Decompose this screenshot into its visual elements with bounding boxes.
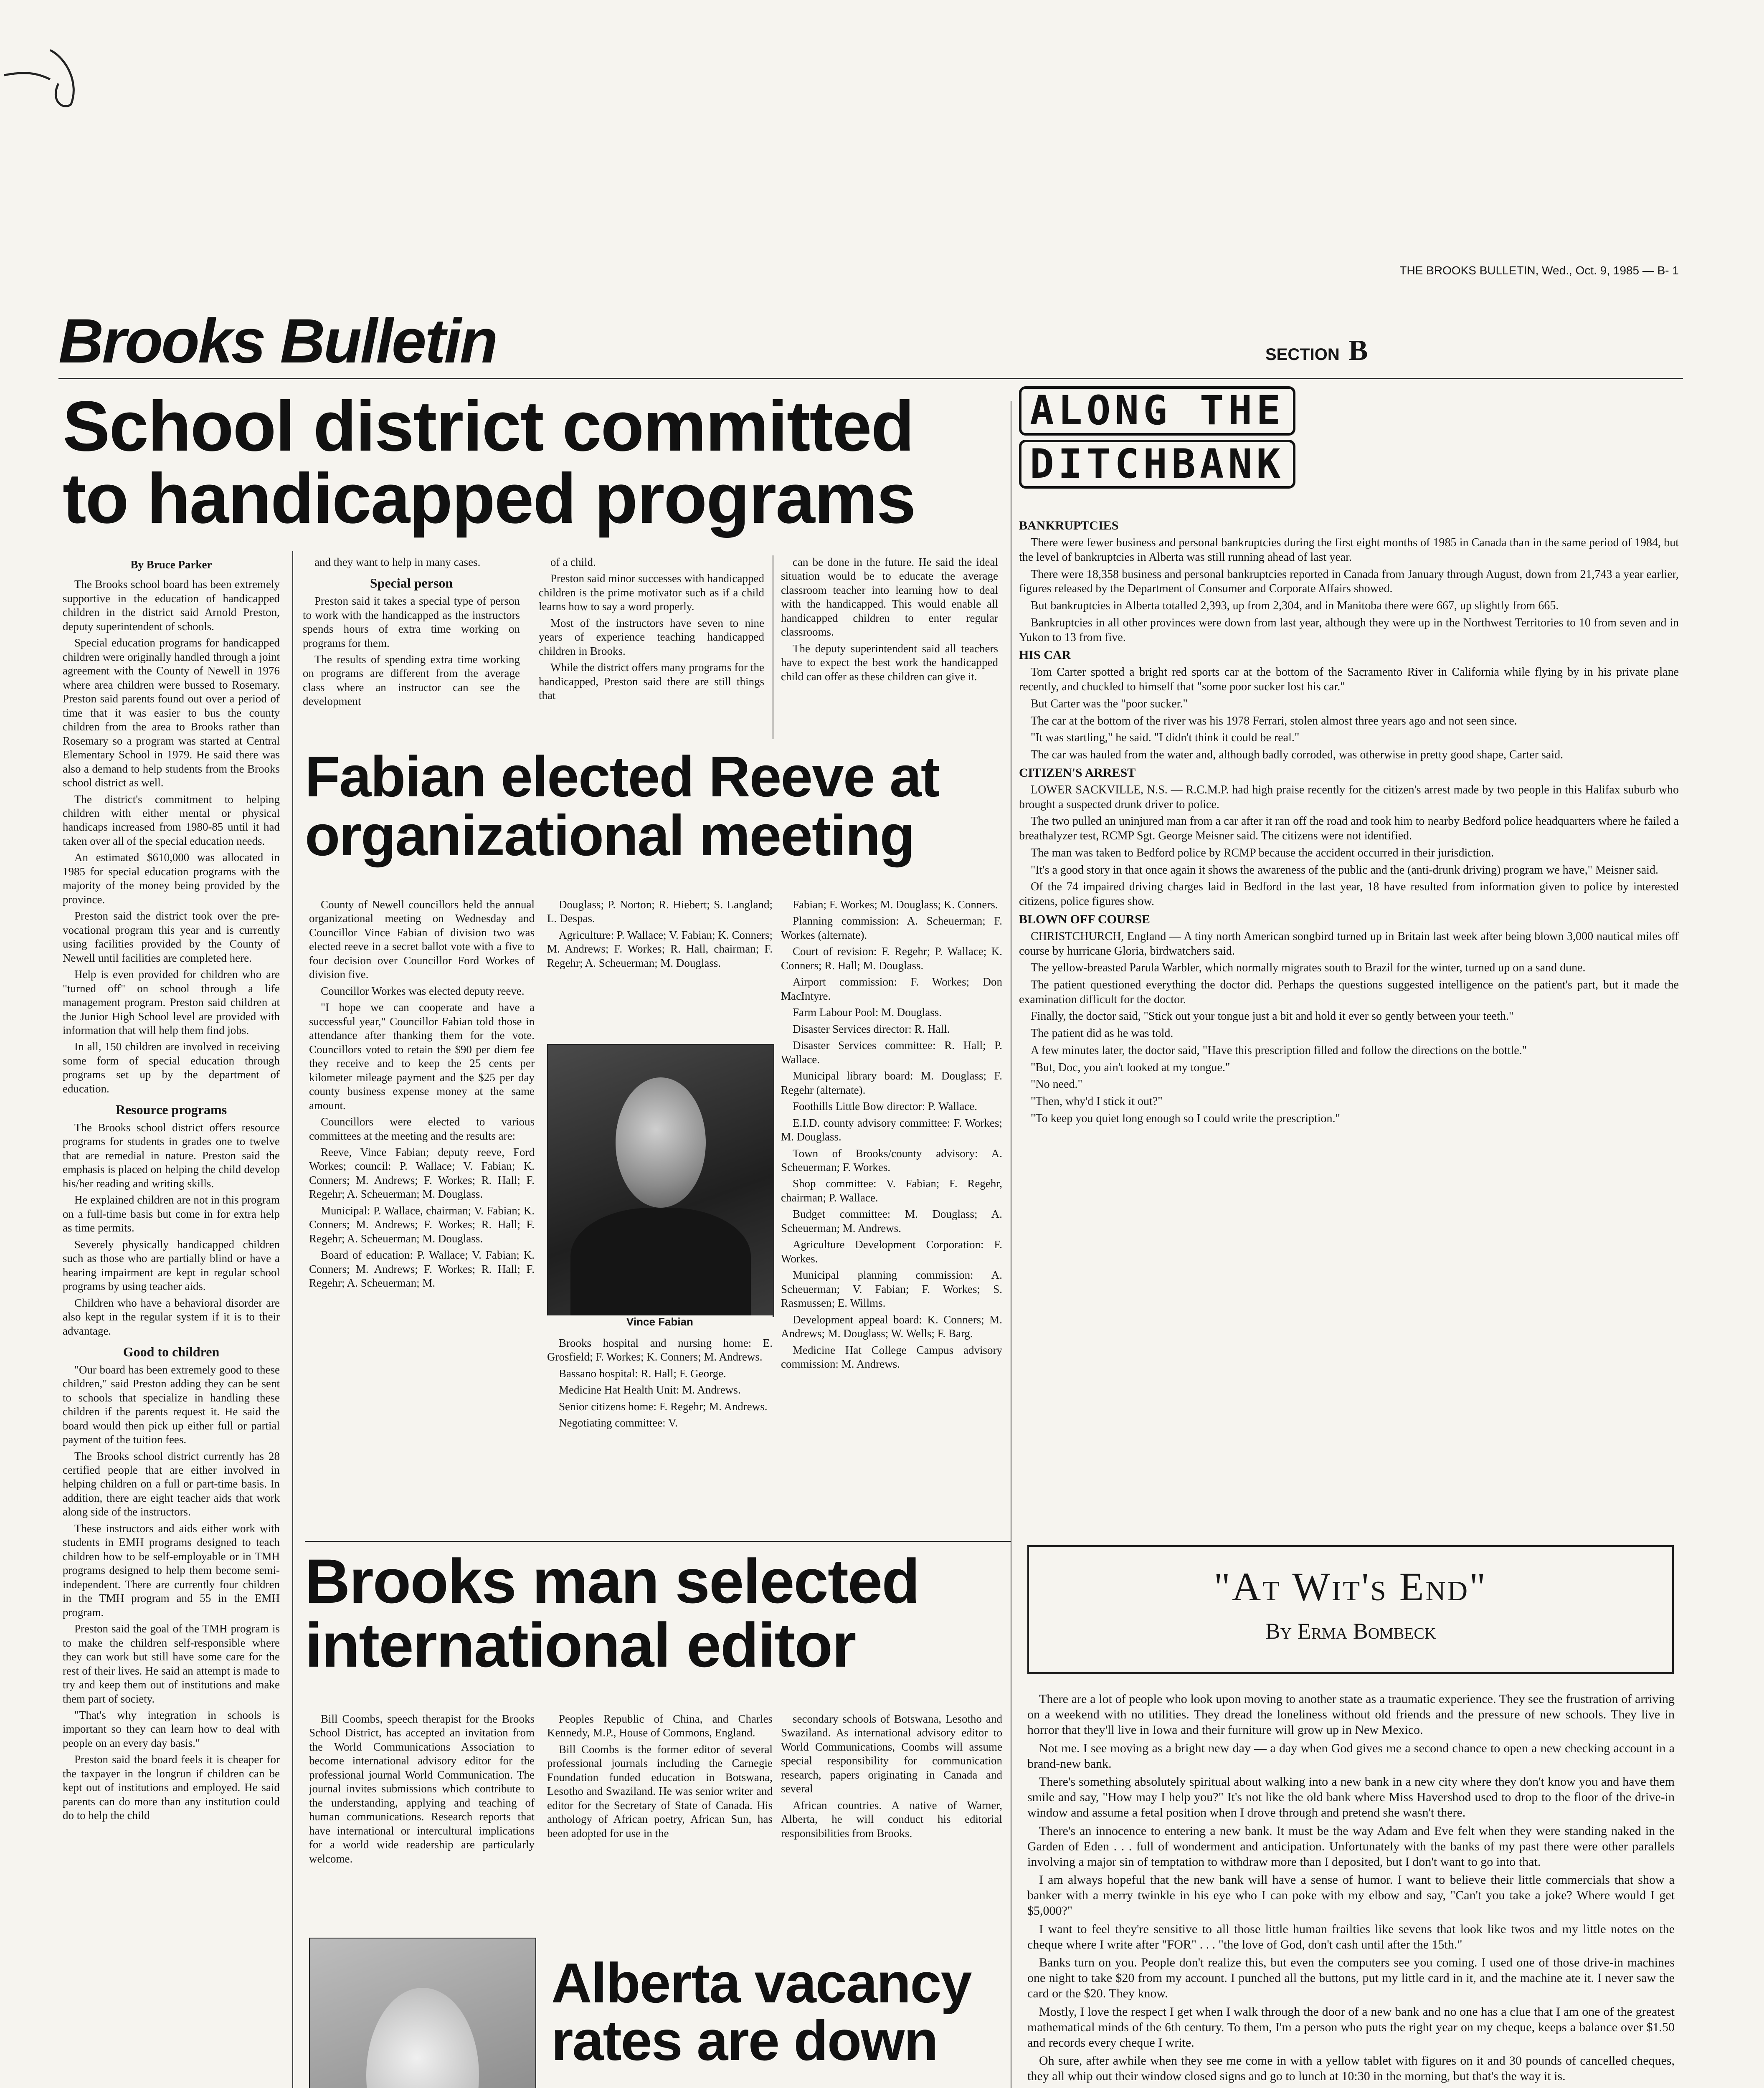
ditchbank-title-line-1: ALONG THE	[1019, 386, 1295, 436]
story1-subhead-good: Good to children	[123, 1344, 220, 1360]
at-wits-end-column	[1027, 1691, 1675, 2088]
story1-paragraph: While the district offers many programs for the handicapped, Preston said there are still things that	[539, 661, 764, 702]
story2-paragraph: Councillor Workes was elected deputy reeve.	[321, 984, 525, 997]
story2-paragraph: County of Newell councillors held the annual organizational meeting on Wednesday and Councillor Vince Fabian of division two was elected reeve in a secret ballot vote with a five to four decision over Councillor Ford Workes of division five.	[309, 898, 535, 981]
ditchbank-paragraph: The patient did as he was told.	[1031, 1027, 1173, 1040]
story1-paragraph: The Brooks school district currently has 28 certified people that are either involved in helping children on a full or part-time basis. In addition, there are eight teacher aids that work along side of the instructors.	[63, 1449, 280, 1518]
column-rule	[292, 551, 293, 2088]
story1-paragraph: The district's commitment to helping children with either mental or physical handicaps increased from 1980-85 until it had taken over all of the special education needs.	[63, 793, 280, 847]
ditchbank-paragraph: The two pulled an uninjured man from a car after it ran off the road and took him to nearby Bedford police headquarters where he failed a breathalyzer test, RCMP Sgt. George Meisner said. The citizens were not identified.	[1019, 815, 1679, 843]
ditchbank-paragraph: There were fewer business and personal bankruptcies during the first eight months of 1985 in Canada than in the same period of 1984, but the level of bankruptcies in Alberta was still running ahead of last year.	[1019, 536, 1679, 564]
story1-paragraph: "Our board has been extremely good to these children," said Preston adding they can be sent to schools that specialize in handling these children if the parents request it. He said the board would then pick up either full or partial payment of the tuition fees.	[63, 1363, 280, 1446]
ditchbank-paragraph: Of the 74 impaired driving charges laid in Bedford in the last year, 18 have resulted from information given to police by interested citizens, police figures show.	[1019, 880, 1679, 908]
story3-paragraph: Bill Coombs is the former editor of several professional journals including the Carnegie Foundation funded education in Botswana, Lesotho and Swaziland. He was senior writer and editor for the Secretary of State of Canada. His anthology of African poetry, African Sun, has been adopted for use in the	[547, 1743, 773, 1840]
story3-column-3	[781, 1712, 1002, 1946]
story2-paragraph: Brooks hospital and nursing home: E. Grosfield; F. Workes; K. Conners; M. Andrews.	[547, 1337, 773, 1363]
story1-paragraph: "That's why integration in schools is important so they can learn how to deal with people on an every day basis."	[63, 1708, 280, 1749]
column-paragraph: There are a lot of people who look upon moving to another state as a traumatic experience. They see the frustration of arriving on a weekend with no utilities. They dread the loneliness without old friends and the pressure of new schools. They live in horror that they'll live in Iowa and their furniture will grow up in New Mexico.	[1027, 1692, 1675, 1737]
story2-paragraph: E.I.D. county advisory committee: F. Workes; M. Douglass.	[781, 1116, 1002, 1143]
story1-paragraph: Help is even provided for children who are "turned off" on school through a life management program. Preston said children at the Junior High School level are provided with information that will help them find jobs.	[63, 968, 280, 1036]
at-wits-end-box	[1027, 1545, 1674, 1674]
story1-paragraph: of a child.	[550, 556, 596, 568]
story2-column-2-bottom	[547, 1336, 773, 1537]
ditchbank-title-line-2: DITCHBANK	[1019, 440, 1295, 489]
story1-paragraph: Preston said the district took over the pre-vocational program this year and is currently using facilities provided by the County of Newell until facilities are completed here.	[63, 910, 280, 964]
story3-paragraph: secondary schools of Botswana, Lesotho and Swaziland. As international advisory editor to World Communications, Coombs will assume special responsibility for communication research, papers originating in Canada and several	[781, 1713, 1002, 1795]
story2-paragraph: Budget committee: M. Douglass; A. Scheuerman; M. Andrews.	[781, 1208, 1002, 1234]
section-letter: B	[1348, 334, 1368, 367]
section-label-text: SECTION	[1265, 345, 1340, 364]
story2-paragraph: Senior citizens home: F. Regehr; M. Andrews.	[559, 1400, 768, 1413]
bill-coombs-photo	[309, 1938, 536, 2088]
story1-paragraph: The deputy superintendent said all teachers have to expect the best work the handicapped child can offer as these children can give it.	[781, 642, 998, 683]
ditchbank-paragraph: But Carter was the "poor sucker."	[1031, 697, 1188, 710]
portrait-suit	[570, 1208, 751, 1316]
story1-column-3	[539, 555, 764, 739]
story2-paragraph: Disaster Services director: R. Hall.	[793, 1022, 950, 1035]
ditchbank-paragraph: Tom Carter spotted a bright red sports car at the bottom of the Sacramento River in California while flying by in his private plane recently, and chuckled to himself that "some poor sucker lost his car."	[1019, 666, 1679, 694]
story2-paragraph: Councillors were elected to various committees at the meeting and the results are:	[309, 1115, 535, 1142]
ditchbank-heading: CITIZEN'S ARREST	[1019, 765, 1136, 780]
column-paragraph: I want to feel they're sensitive to all those little human frailties like sevens that look like twos and my little notes on the cheque where I write after "FOR" . . . "the love of God, don't cash until after the 15th."	[1027, 1922, 1675, 1951]
story1-column-1	[63, 555, 280, 2088]
story1-paragraph: The results of spending extra time working on programs are different from the average class where an instructor can see the development	[303, 653, 520, 708]
ditchbank-paragraph: But bankruptcies in Alberta totalled 2,393, up from 2,304, and in Manitoba there were 667, up slightly from 665.	[1031, 599, 1559, 613]
story2-column-2-top	[547, 898, 773, 1036]
story2-paragraph: Planning commission: A. Scheuerman; F. Workes (alternate).	[781, 915, 1002, 941]
story1-column-4	[781, 555, 998, 739]
ditchbank-paragraph: The car was hauled from the water and, although badly corroded, was otherwise in pretty good shape, Carter said.	[1031, 748, 1564, 761]
story3-paragraph: Peoples Republic of China, and Charles Kennedy, M.P., House of Commons, England.	[547, 1713, 773, 1739]
paper-name: Brooks Bulletin	[58, 306, 497, 376]
column-paragraph: Banks turn on you. People don't realize this, but even the computers see you coming. I used one of those drive-in machines one night to take $20 from my account. I punched all the buttons, put my little card in it, and the machine ate it. I never saw the card or the $20. They know.	[1027, 1956, 1675, 2001]
story2-paragraph: Reeve, Vince Fabian; deputy reeve, Ford Workes; council: P. Wallace; V. Fabian; K. Conners; M. Andrews; F. Workes; R. Hall; F. Regehr; A. Scheuerman; M. Douglass.	[309, 1145, 535, 1201]
story1-subhead-special: Special person	[370, 575, 453, 591]
story1-paragraph: The Brooks school district offers resource programs for students in grades one to twelve that are remedial in nature. Preston said the emphasis is placed on helping the child develop his/her reading and writing skills.	[63, 1121, 280, 1190]
story1-byline: By Bruce Parker	[130, 558, 212, 571]
story1-column-2	[303, 555, 520, 739]
story2-column-3	[781, 898, 1002, 1537]
story1-paragraph: Most of the instructors have seven to nine years of experience teaching handicapped children in Brooks.	[539, 616, 764, 657]
at-wits-end-byline: By Erma Bombeck	[1265, 1619, 1436, 1644]
story2-paragraph: Municipal: P. Wallace, chairman; V. Fabian; K. Conners; M. Andrews; F. Workes; R. Hall; F. Regehr; A. Scheuerman; M. Douglass.	[309, 1204, 535, 1245]
story3-paragraph: Bill Coombs, speech therapist for the Brooks School District, has accepted an invitation from the World Communications Association to become international advisory editor for the professional journal World Communication. The journal invites submissions which contribute to the understanding, applying and teaching of human communications. Research reports that have international or intercultural implications for a world wide readership are particularly welcome.	[309, 1713, 535, 1865]
ditchbank-column	[1019, 518, 1679, 1537]
section-label	[1265, 334, 1368, 367]
story3-column-2	[547, 1712, 773, 1946]
ditchbank-paragraph: "Then, why'd I stick it out?"	[1031, 1095, 1163, 1108]
portrait-face	[366, 1988, 479, 2088]
story2-paragraph: Agriculture: P. Wallace; V. Fabian; K. Conners; M. Andrews; F. Workes; R. Hall, chairman; F. Regehr; A. Scheuerman; M. Douglass.	[547, 928, 773, 969]
ditchbank-paragraph: "It's a good story in that once again it shows the awareness of the public and the (anti-drunk driving) program we have," Meisner said.	[1031, 863, 1658, 877]
at-wits-end-title: "At Wit's End"	[1214, 1564, 1488, 1609]
story2-paragraph: Foothills Little Bow director: P. Wallace.	[793, 1100, 978, 1113]
ditchbank-paragraph: The patient questioned everything the doctor did. Perhaps the questions suggested intelligence on the patient's part, but it made the examination difficult for the doctor.	[1019, 978, 1679, 1006]
story1-paragraph: can be done in the future. He said the ideal situation would be to educate the average classroom teacher into learning how to deal with the handicapped. This would enable all handicapped children to enter regular classrooms.	[781, 556, 998, 639]
story2-paragraph: Airport commission: F. Workes; Don MacIntyre.	[781, 976, 1002, 1002]
story1-paragraph: An estimated $610,000 was allocated in 1985 for special education programs with the majority of the money being provided by the province.	[63, 851, 280, 906]
story1-paragraph: The Brooks school board has been extremely supportive in the education of handicapped children in the district said Arnold Preston, deputy superintendent of schools.	[63, 578, 280, 633]
story2-paragraph: Bassano hospital: R. Hall; F. George.	[559, 1367, 726, 1380]
story1-paragraph: Special education programs for handicapped children were originally handled through a joint agreement with the County of Newell in 1976 where area children were bussed to Rosemary. Preston said parents found out over a period of time that it was easier to bus the county children from the area to Brooks rather than Rosemary so a program was started at Central Elementary School in 1979. He said there was also a demand to help students from the Brooks school district as well.	[63, 636, 280, 789]
vince-fabian-photo	[547, 1044, 774, 1317]
ditchbank-paragraph: A few minutes later, the doctor said, "Have this prescription filled and follow the directions on the bottle."	[1031, 1044, 1527, 1057]
column-paragraph	[1027, 2087, 1675, 2088]
ditchbank-paragraph: There were 18,358 business and personal bankruptcies reported in Canada from January through August, down from 21,743 a year earlier, figures released by the Department of Consumer and Corporate Affairs showed.	[1019, 568, 1679, 595]
ditchbank-paragraph: CHRISTCHURCH, England — A tiny north American songbird turned up in Britain last week after being blown 3,000 nautical miles off course by hurricane Gloria, birdwatchers said.	[1019, 930, 1679, 958]
ditchbank-paragraph: LOWER SACKVILLE, N.S. — R.C.M.P. had high praise recently for the citizen's arrest made by two people in this Halifax suburb who brought a suspected drunk driver to police.	[1019, 783, 1679, 811]
story2-paragraph: Municipal library board: M. Douglass; F. Regehr (alternate).	[781, 1069, 1002, 1096]
story1-headline: School district committed to handicapped programs	[63, 387, 915, 539]
ditchbank-paragraph: Bankruptcies in all other provinces were down from last year, although they were up in the Northwest Territories to 10 from seven and in Yukon to 13 from five.	[1019, 616, 1679, 644]
story1-paragraph: In all, 150 children are involved in receiving some form of special education through programs set up by the department of education.	[63, 1040, 280, 1095]
story2-paragraph: Court of revision: F. Regehr; P. Wallace; K. Conners; R. Hall; M. Douglass.	[781, 945, 1002, 972]
story2-paragraph: Agriculture Development Corporation: F. Workes.	[781, 1238, 1002, 1265]
story4-headline: Alberta vacancy rates are down	[551, 1951, 971, 2072]
story1-paragraph: Preston said the board feels it is cheaper for the taxpayer in the longrun if children can be kept out of institutions and employed. He said parents can do more than any institution could do to help the child	[63, 1753, 280, 1822]
story2-column-1	[309, 898, 535, 1537]
column-paragraph: Not me. I see moving as a bright new day — a day when God gives me a second chance to open a new checking account in a brand-new bank.	[1027, 1741, 1675, 1771]
ditchbank-title	[1019, 386, 1687, 489]
story1-paragraph: and they want to help in many cases.	[314, 556, 481, 568]
story2-paragraph: Medicine Hat Health Unit: M. Andrews.	[559, 1384, 741, 1396]
story2-paragraph: Negotiating committee: V.	[559, 1416, 678, 1429]
story2-paragraph: Farm Labour Pool: M. Douglass.	[793, 1006, 942, 1019]
ditchbank-paragraph: "To keep you quiet long enough so I could write the prescription."	[1031, 1112, 1340, 1125]
ditchbank-heading: BANKRUPTCIES	[1019, 519, 1119, 532]
ditchbank-heading: BLOWN OFF COURSE	[1019, 912, 1150, 926]
story-separator	[305, 1541, 1011, 1542]
ditchbank-paragraph: Finally, the doctor said, "Stick out your tongue just a bit and hold it ever so gently between your teeth."	[1031, 1010, 1514, 1023]
story2-paragraph: Municipal planning commission: A. Scheuerman; V. Fabian; F. Workes; S. Rasmussen; E. Willms.	[781, 1269, 1002, 1310]
story2-paragraph: Town of Brooks/county advisory: A. Scheuerman; F. Workes.	[781, 1147, 1002, 1173]
ditchbank-paragraph: The man was taken to Bedford police by RCMP because the accident occurred in their jurisdiction.	[1031, 846, 1494, 859]
story1-paragraph: Preston said minor successes with handicapped children is the prime motivator such as if a child learns how to say a word properly.	[539, 572, 764, 613]
story2-paragraph: Douglass; P. Norton; R. Hiebert; S. Langland; L. Despas.	[547, 898, 773, 925]
ditchbank-paragraph: "But, Doc, you ain't looked at my tongue."	[1031, 1061, 1230, 1074]
story3-column-1	[309, 1712, 535, 1929]
ditchbank-paragraph: "No need."	[1031, 1078, 1082, 1091]
story3-paragraph: African countries. A native of Warner, Alberta, he will conduct his editorial responsibilities from Brooks.	[781, 1799, 1002, 1840]
vince-fabian-caption: Vince Fabian	[547, 1315, 773, 1328]
column-paragraph: There's an innocence to entering a new bank. It must be the way Adam and Eve felt when they were standing naked in the Garden of Eden . . . full of wonderment and anticipation. Unfortunately with the banks of my past there were other parallels involving a major sin of temptation to withdraw more than I deposited, but I don't want to go into that.	[1027, 1824, 1675, 1869]
story1-paragraph: Preston said it takes a special type of person to work with the handicapped as the instructors spends hours of extra time working on programs for them.	[303, 595, 520, 649]
ditchbank-paragraph: The car at the bottom of the river was his 1978 Ferrari, stolen almost three years ago and not seen since.	[1031, 714, 1517, 727]
story1-paragraph: These instructors and aids either work with students in EMH programs designed to teach children how to be self-employable or in TMH programs designed to help them become semi-independent. There are currently four children in the TMH program and 55 in the EMH program.	[63, 1522, 280, 1619]
story1-paragraph: Severely physically handicapped children such as those who are partially blind or have a hearing impairment are kept in regular school programs by using teacher aids.	[63, 1238, 280, 1293]
story3-headline: Brooks man selected international editor	[305, 1546, 919, 1680]
portrait-face	[616, 1077, 706, 1208]
story2-paragraph: Disaster Services committee: R. Hall; P. Wallace.	[781, 1039, 1002, 1066]
story2-headline: Fabian elected Reeve at organizational meeting	[305, 745, 939, 868]
page-header-line: THE BROOKS BULLETIN, Wed., Oct. 9, 1985 — B- 1	[1399, 264, 1679, 277]
story1-subhead-resource: Resource programs	[115, 1102, 227, 1117]
story2-paragraph: "I hope we can cooperate and have a successful year," Councillor Fabian told those in attendance after thanking them for the vote. Councillors voted to retain the $90 per diem fee they receive and to keep the 25 cents per kilometer mileage payment and the $25 per day county business expense money at the same amount.	[309, 1001, 535, 1112]
margin-scribble	[0, 33, 109, 117]
story1-paragraph: He explained children are not in this program on a full-time basis but come in for extra help as time permits.	[63, 1194, 280, 1234]
story2-paragraph: Fabian; F. Workes; M. Douglass; K. Conners.	[793, 898, 998, 911]
ditchbank-heading: HIS CAR	[1019, 648, 1071, 662]
story2-paragraph: Development appeal board: K. Conners; M. Andrews; M. Douglass; W. Wells; F. Barg.	[781, 1313, 1002, 1340]
column-paragraph: There's something absolutely spiritual about walking into a new bank in a new city where they don't know you and have them smile and say, "How may I help you?" It's not like the old bank where Miss Havershod used to drop to the floor of the drive-in window and assume a fetal position when I drove through and pretend she wasn't there.	[1027, 1774, 1675, 1820]
story2-paragraph: Medicine Hat College Campus advisory commission: M. Andrews.	[781, 1343, 1002, 1371]
column-paragraph: Oh sure, after awhile when they see me come in with a yellow tablet with figures on it and 30 pounds of cancelled cheques, they all whip out their window closed signs and go to lunch at 10:30 in the morning, but that's the way it is.	[1027, 2054, 1675, 2083]
column-paragraph: Mostly, I love the respect I get when I walk through the door of a new bank and no one has a clue that I am one of the greatest mathematical minds of the 6th century. To them, I'm a person who puts the right year on my cheque, keeps a balance over $1.50 and records every cheque I write.	[1027, 2004, 1675, 2050]
story1-paragraph: Preston said the goal of the TMH program is to make the children self-responsible where they can work but still have some care for the rest of their lives. He said an attempt is made to try and keep them out of institutions and make them part of society.	[63, 1622, 280, 1705]
column-paragraph: I am always hopeful that the new bank will have a sense of humor. I want to believe their little commercials that show a banker with a merry twinkle in his eye who I can poke with my elbow and say, "Can't you take a joke? Where would I get $5,000?"	[1027, 1873, 1675, 1918]
masthead-rule	[58, 378, 1683, 379]
story1-paragraph: Children who have a behavioral disorder are also kept in the regular system if it is to their advantage.	[63, 1296, 280, 1337]
ditchbank-paragraph: The yellow-breasted Parula Warbler, which normally migrates south to Brazil for the winter, turned up on a sand dune.	[1031, 961, 1586, 975]
story2-paragraph: Board of education: P. Wallace; V. Fabian; K. Conners; M. Andrews; F. Workes; R. Hall; F. Regehr; A. Scheuerman; M.	[309, 1249, 535, 1290]
story2-paragraph: Shop committee: V. Fabian; F. Regehr, chairman; P. Wallace.	[781, 1177, 1002, 1204]
ditchbank-paragraph: "It was startling," he said. "I didn't think it could be real."	[1031, 731, 1300, 745]
